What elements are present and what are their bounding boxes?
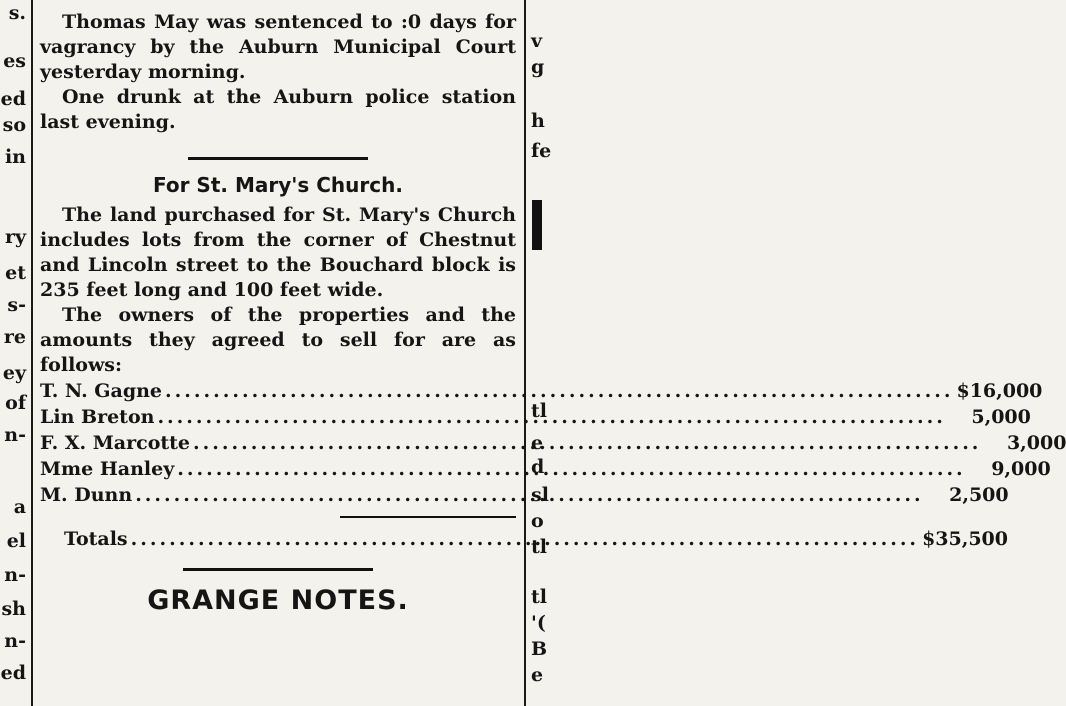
right-fragment: tl <box>531 536 547 558</box>
left-fragment: s- <box>7 294 26 316</box>
leader-dots <box>131 526 919 552</box>
owner-name: F. X. Marcotte <box>40 432 191 454</box>
right-fragment: d <box>531 456 545 478</box>
owner-name: Mme Hanley <box>40 458 175 480</box>
left-fragment: s. <box>8 2 26 24</box>
owner-name: T. N. Gagne <box>40 380 163 402</box>
ledger-row <box>40 430 1066 456</box>
newspaper-column <box>40 10 1066 616</box>
leader-dots <box>193 430 981 456</box>
owner-name: M. Dunn <box>40 484 133 506</box>
owner-amount: 5,000 <box>971 406 1031 428</box>
headline-fragment-bar <box>532 200 542 250</box>
right-fragment: sl <box>531 484 549 506</box>
left-fragment: n- <box>4 564 26 586</box>
right-fragment: e <box>531 664 544 686</box>
right-column-fragment <box>528 0 552 706</box>
left-fragment: a <box>13 496 26 518</box>
right-fragment: tl <box>531 400 547 422</box>
article-drunk-paragraph: One drunk at the Auburn police station last evening. <box>40 86 516 133</box>
right-fragment: fe <box>531 140 552 162</box>
left-column-fragment <box>0 0 30 706</box>
left-fragment: re <box>3 326 26 348</box>
left-fragment: in <box>4 146 26 168</box>
ledger-row <box>40 456 1051 482</box>
column-rule-left <box>31 0 33 706</box>
owner-amount: 3,000 <box>1006 432 1066 454</box>
column-rule-right <box>524 0 526 706</box>
owner-amount: 2,500 <box>949 484 1009 506</box>
right-fragment: e <box>531 432 544 454</box>
left-fragment: es <box>3 50 26 72</box>
leader-dots <box>135 482 923 508</box>
right-fragment: o <box>531 510 544 532</box>
left-fragment: el <box>6 530 26 552</box>
total-amount: $35,500 <box>922 528 1008 550</box>
total-rule <box>340 516 516 518</box>
owner-name: Lin Breton <box>40 406 155 428</box>
total-label: Totals <box>64 528 128 550</box>
owner-amount: $16,000 <box>956 380 1043 402</box>
owner-amount: 9,000 <box>991 458 1051 480</box>
right-fragment: tl <box>531 586 547 608</box>
left-fragment: n- <box>4 630 26 652</box>
right-fragment: '( <box>531 612 546 634</box>
grange-notes-heading: GRANGE NOTES. <box>147 585 409 616</box>
left-fragment: ey <box>2 362 26 384</box>
right-fragment: B <box>531 638 548 660</box>
leader-dots <box>157 404 945 430</box>
left-fragment: sh <box>1 598 26 620</box>
left-fragment: ry <box>4 226 26 248</box>
section-divider <box>183 568 373 571</box>
leader-dots <box>177 456 965 482</box>
ledger-row <box>40 378 1043 404</box>
article-owners-paragraph: The owners of the properties and the amounts they agreed to sell for are as follows: <box>40 304 516 376</box>
section-divider <box>188 157 368 160</box>
right-fragment: g <box>531 56 545 78</box>
left-fragment: ed <box>0 88 26 110</box>
left-fragment: et <box>5 262 26 284</box>
left-fragment: n- <box>4 424 26 446</box>
left-fragment: so <box>2 114 26 136</box>
article-land-paragraph: The land purchased for St. Mary's Church includes lots from the corner of Chestnut and Lincoln street to the Bouchard block is 235 feet long and 100 feet wide. <box>40 204 516 301</box>
left-fragment: ed <box>0 662 26 684</box>
article-heading: For St. Mary's Church. <box>153 173 403 197</box>
article-vagrancy-paragraph: Thomas May was sentenced to :0 days for vagrancy by the Auburn Municipal Court yesterday morning. <box>40 11 516 83</box>
leader-dots <box>165 378 953 404</box>
right-fragment: h <box>531 110 545 132</box>
left-fragment: of <box>5 392 26 414</box>
right-fragment: v <box>531 30 543 52</box>
